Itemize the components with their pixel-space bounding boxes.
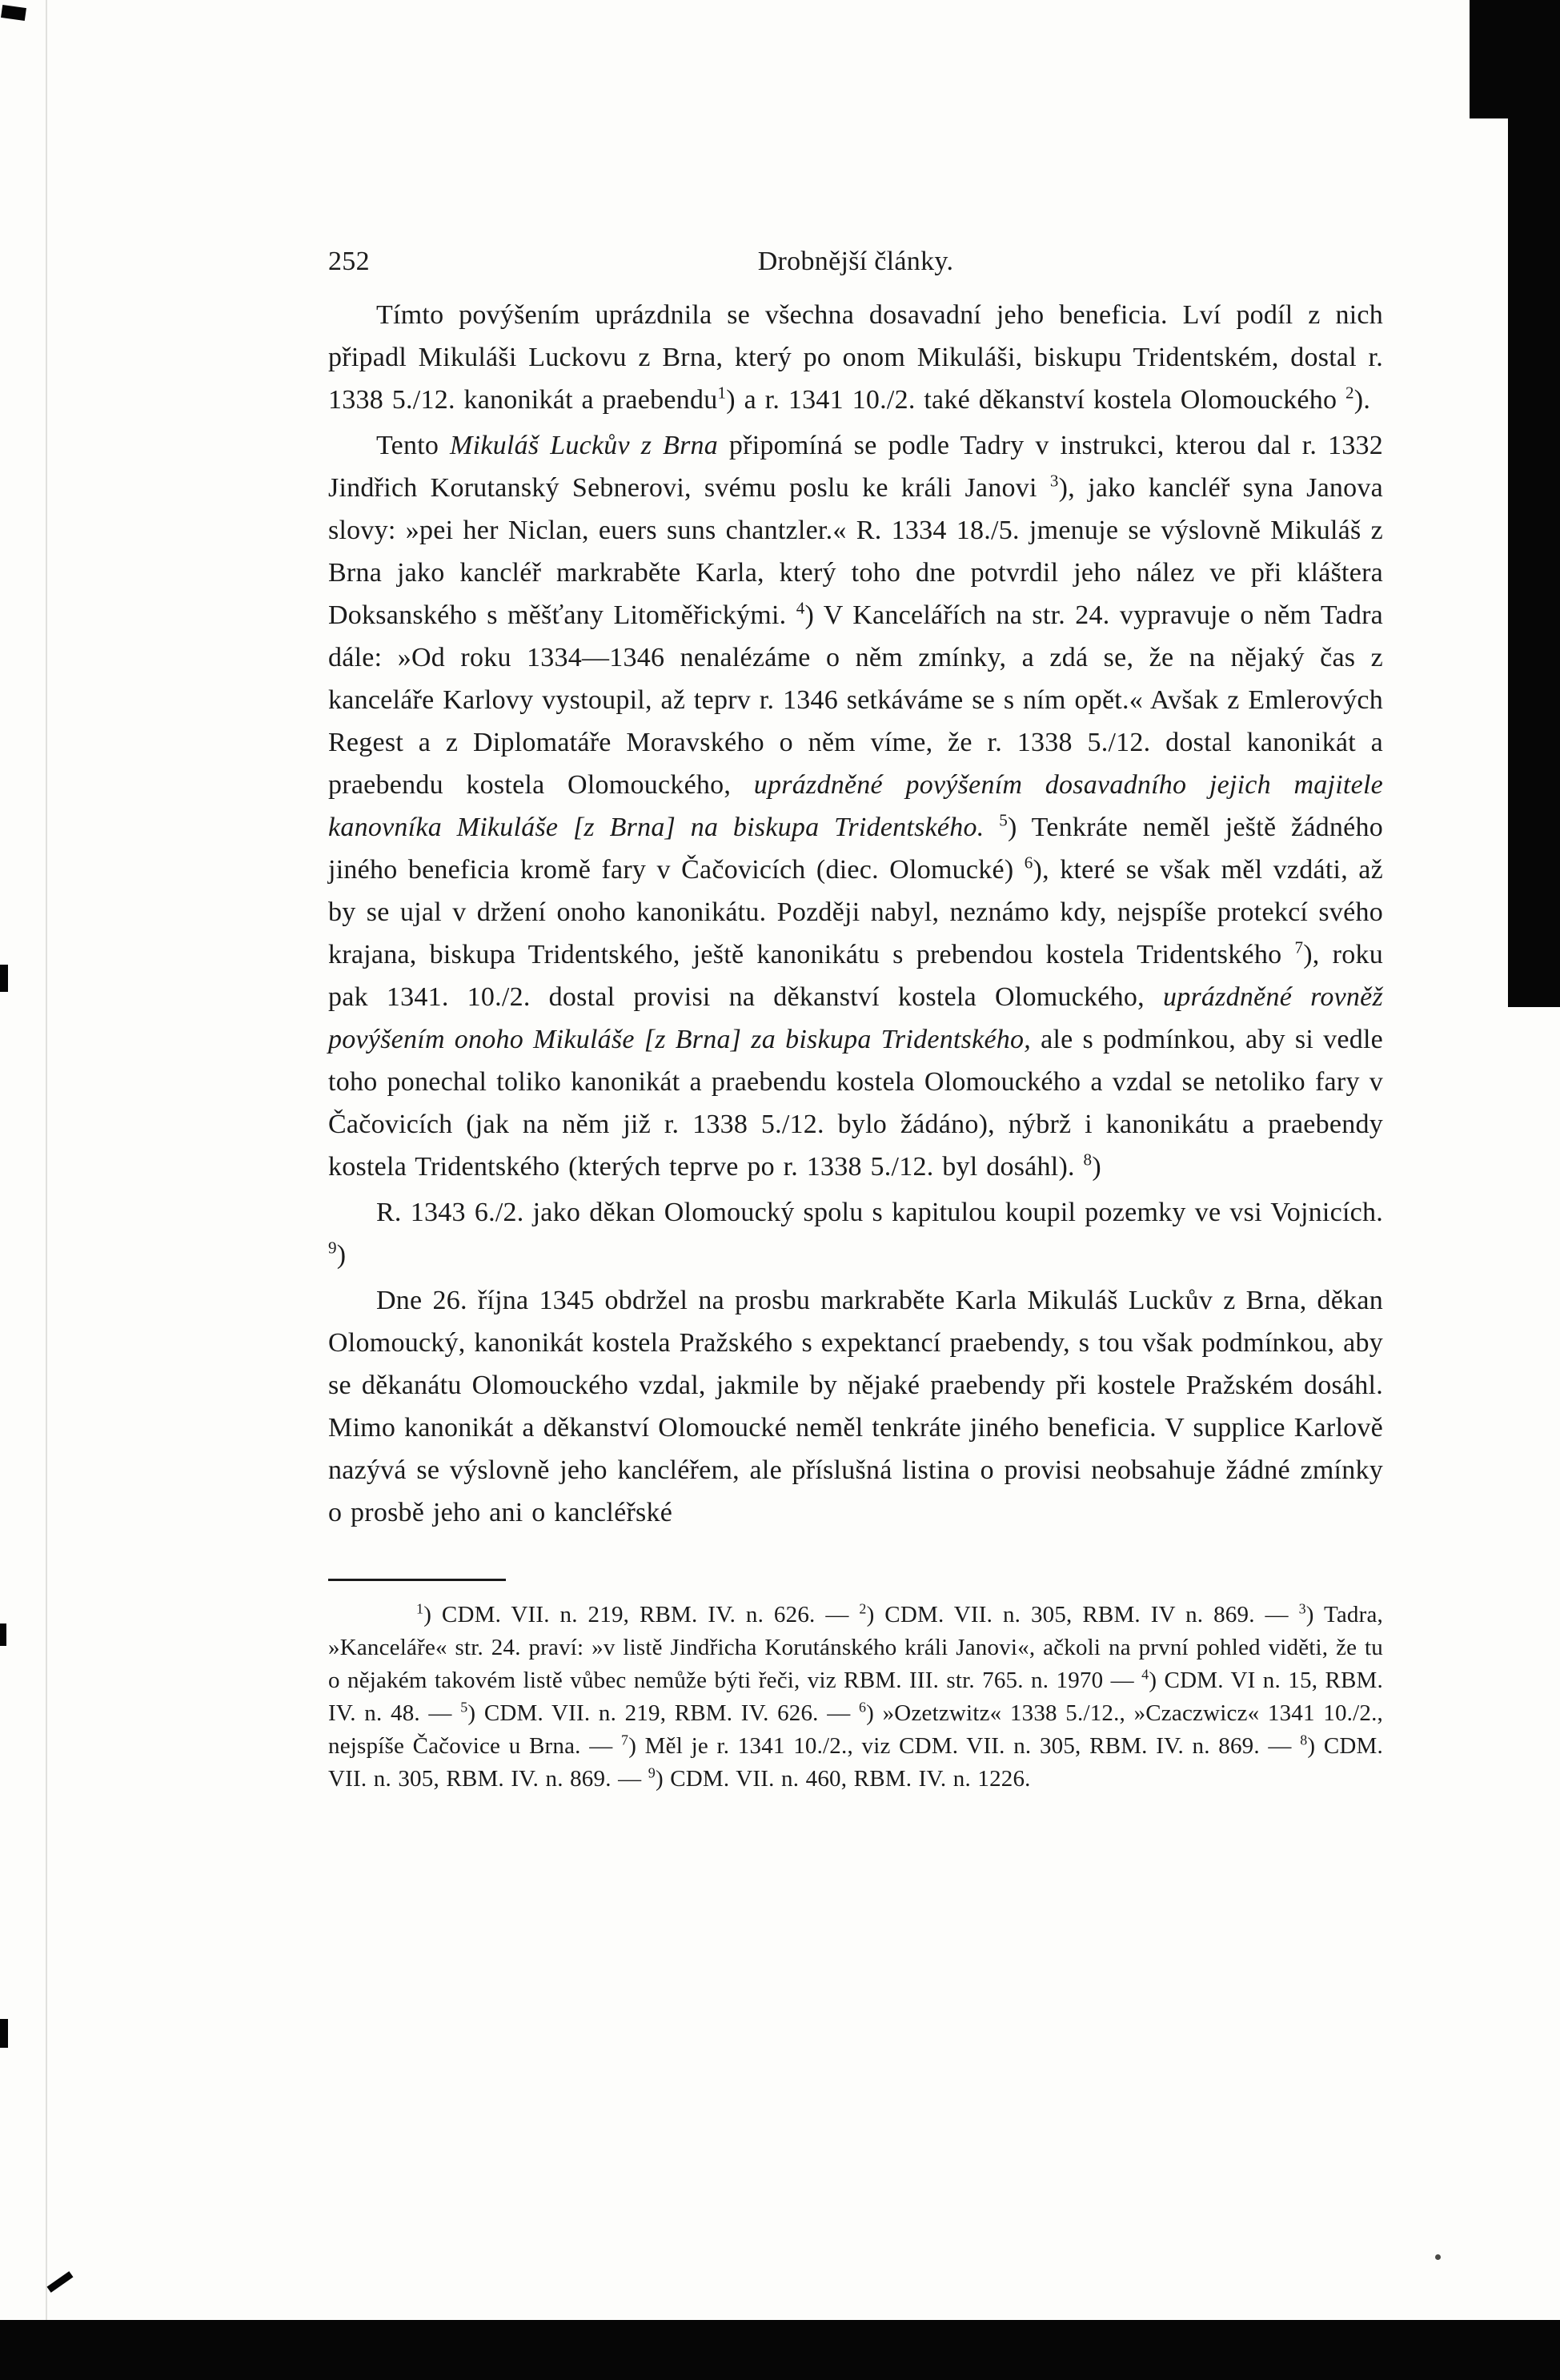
footnote-marker: 1 (416, 1600, 424, 1617)
running-header-title: Drobnější články. (757, 247, 954, 276)
footnote-marker: 9 (648, 1764, 656, 1781)
footnote-marker: 2 (1345, 383, 1354, 403)
text-run: ) CDM. VI n. 15, RBM. IV. n. 48. — (328, 1668, 1383, 1726)
footnote-marker: 7 (1294, 937, 1304, 957)
text-run: ) V Kancelářích na str. 24. vypravuje o něm Tadra dále: »Od roku 1334—1346 nenalézáme o něm zmínky, a zdá se, že na nějaký čas z kanceláře Karlovy vystoupil, až teprv r. 1346 setkáváme se s ním opět.« Avšak z Emlerových Regest a z Diplomatáře Moravského o něm víme, že r. 1338 5./12. dostal kanonikát a praebendu kostela Olomouckého, (328, 600, 1384, 800)
text-run: Mikuláš Luckův z Brna (450, 431, 719, 460)
text-run: uprázdněné povýšením dosavadního jejich majitele kanovníka Mikuláše [z Brna] na biskupa Tridentského. (328, 770, 1383, 842)
text-run: R. 1343 6./2. jako děkan Olomoucký spolu s kapitulou koupil pozemky ve vsi Vojnicích. (376, 1198, 1383, 1227)
text-run: ) »Ozetzwitz« 1338 5./12., »Czaczwicz« 1341 10./2., nejspíše Čačovice u Brna. — (328, 1700, 1383, 1759)
footnote-marker: 7 (621, 1732, 629, 1748)
text-run: ) Tadra, »Kanceláře« str. 24. praví: »v listě Jindřicha Korutánského králi Janovi«, ačkoli na první pohled viděti, že tu o nějakém takovém listě vůbec nemůže býti řeči, viz RBM. III. str. 765. n. 1970 — (328, 1602, 1384, 1693)
text-run: ). (1353, 385, 1371, 415)
text-run: ) a r. 1341 10./2. také děkanství kostela Olomouckého (726, 385, 1345, 415)
scan-fold-line (46, 0, 47, 2320)
scan-artifact-left-tick-2 (0, 1623, 6, 1646)
footnote-marker: 1 (717, 383, 727, 403)
scan-artifact-bottom-left-mark (46, 2271, 73, 2293)
text-run (985, 813, 1000, 842)
footnote-marker: 6 (1024, 853, 1033, 873)
text-run: Dne 26. října 1345 obdržel na prosbu markraběte Karla Mikuláš Luckův z Brna, děkan Olomoucký, kanonikát kostela Pražského s expektancí praebendy, s tou však podmínkou, aby se děkanátu Olomouckého vzdal, jakmile by nějaké praebendy při kostele Pražském dosáhl. Mimo kanonikát a děkanství Olomoucké neměl tenkráte jiného beneficia. V supplice Karlově nazývá se výslovně jeho kancléřem, ale příslušná listina o provisi neobsahuje žádné zmínky o prosbě jeho ani o kancléřské (328, 1286, 1383, 1527)
paragraph-2 (328, 424, 1383, 1188)
text-run: ), jako kancléř syna Janova slovy: »pei her Niclan, euers suns chantzler.« R. 1334 18./5. jmenuje se výslovně Mikuláš z Brna jako kancléř markraběte Karla, který toho dne potvrdil jeho nález ve při kláštera Doksanského s měšťany Litoměřickými. (328, 473, 1383, 630)
footnote-marker: 9 (328, 1238, 337, 1258)
text-run: připomíná se podle Tadry v instrukci, kterou dal r. 1332 Jindřich Korutanský Sebnerovi, svému poslu ke králi Janovi (328, 431, 1383, 503)
text-run: ) Měl je r. 1341 10./2., viz CDM. VII. n. 305, RBM. IV. n. 869. — (628, 1733, 1301, 1759)
text-run: ) CDM. VII. n. 219, RBM. IV. 626. — (467, 1700, 859, 1726)
paragraph-1 (328, 294, 1383, 421)
footnote-marker: 2 (859, 1600, 867, 1617)
scan-artifact-speck (1435, 2254, 1441, 2260)
text-run: uprázdněné rovněž povýšením onoho Mikuláše [z Brna] za biskupa Tridentského, (328, 982, 1384, 1054)
text-run: Tento (376, 431, 451, 460)
scan-artifact-right-top-corner (1470, 0, 1560, 118)
footnote-rule (328, 1579, 506, 1581)
footnote-marker: 5 (999, 810, 1009, 830)
footnote-marker: 6 (858, 1699, 867, 1716)
footnote-marker: 8 (1300, 1732, 1308, 1748)
paragraph-3 (328, 1191, 1383, 1276)
scan-artifact-left-tick-3 (0, 2019, 8, 2048)
scan-artifact-top-left-mark (1, 5, 26, 21)
text-run: ) Tenkráte neměl ještě žádného jiného beneficia kromě fary v Čačovicích (diec. Olomucké) (328, 813, 1384, 885)
footnote-marker: 3 (1298, 1600, 1306, 1617)
text-run: ) (1092, 1152, 1101, 1182)
scan-artifact-left-tick-1 (0, 965, 8, 992)
text-run: ), které se však měl vzdáti, až by se ujal v držení onoho kanonikátu. Později nabyl, neznámo kdy, nejspíše protekcí svého krajana, biskupa Tridentského, ještě kanonikátu s prebendou kostela Tridentského (328, 855, 1383, 969)
footnote-marker: 4 (796, 598, 805, 618)
text-run: ) (336, 1240, 347, 1270)
text-run: ) CDM. VII. n. 305, RBM. IV n. 869. — (866, 1602, 1299, 1627)
text-run: ale s podmínkou, aby si vedle toho ponechal toliko kanonikát a praebendu kostela Olomouckého a vzdal se netoliko fary v Čačovicích (jak na něm již r. 1338 5./12. bylo žádáno), nýbrž i kanonikátu a praebendy kostela Tridentského (kterých teprve po r. 1338 5./12. byl dosáhl). (328, 1025, 1383, 1182)
text-column (328, 240, 1383, 1796)
text-run: Tímto povýšením uprázdnila se všechna dosavadní jeho beneficia. Lví podíl z nich připadl Mikuláši Luckovu z Brna, který po onom Mikuláši, biskupu Tridentském, dostal r. 1338 5./12. kanonikát a praebendu (328, 300, 1383, 415)
scan-artifact-right-bar (1508, 0, 1560, 1007)
footnote-marker: 5 (460, 1699, 468, 1716)
text-run: ), roku pak 1341. 10./2. dostal provisi na děkanství kostela Olomuckého, (328, 940, 1383, 1012)
paragraph-4 (328, 1279, 1383, 1534)
footnotes-block (328, 1599, 1383, 1796)
text-run: ) CDM. VII. n. 219, RBM. IV. n. 626. — (423, 1602, 860, 1627)
scan-artifact-bottom-bar (0, 2320, 1560, 2380)
footnote-marker: 4 (1141, 1666, 1149, 1683)
page-header (328, 240, 1383, 283)
page-number: 252 (328, 247, 370, 276)
text-run: ) CDM. VII. n. 460, RBM. IV. n. 1226. (655, 1766, 1031, 1792)
footnote-marker: 8 (1083, 1150, 1093, 1170)
footnote-marker: 3 (1049, 471, 1059, 491)
text-run: ) CDM. VII. n. 305, RBM. IV. n. 869. — (328, 1733, 1383, 1792)
